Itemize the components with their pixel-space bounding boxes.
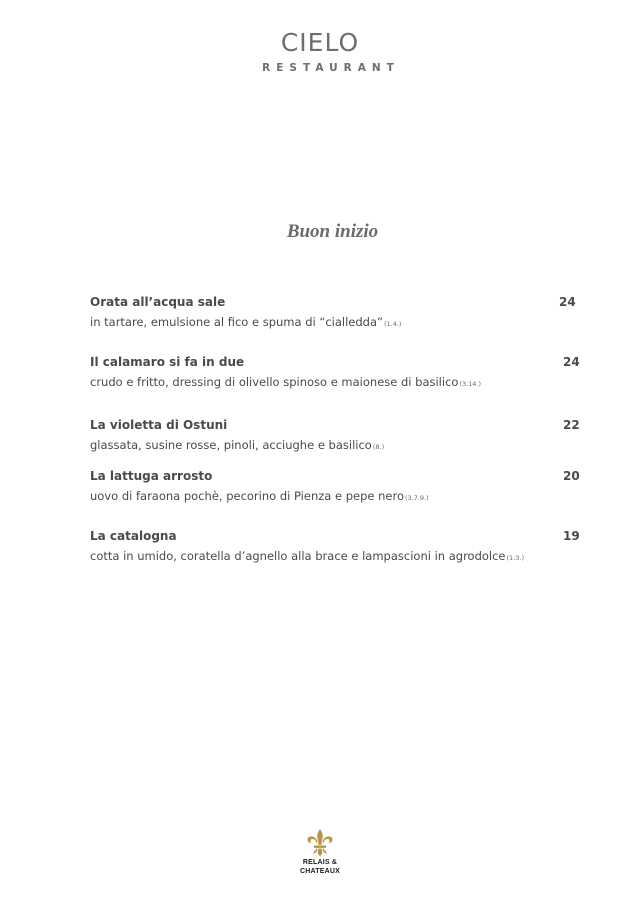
relais-chateaux-logo [0,828,640,876]
allergen-codes: (1.4.) [383,320,402,328]
section-title: Buon inizio [286,221,379,242]
menu-item [90,528,580,566]
dish-description: in tartare, emulsione al fico e spuma di “cialledda”(1.4.) [90,315,402,329]
allergen-codes: (8.) [372,443,385,451]
allergen-codes: (3.7.9.) [404,494,429,502]
restaurant-name: CIELO [280,28,360,57]
dish-description: cotta in umido, coratella d’agnello alla brace e lampascioni in agrodolce(1.3.) [90,549,524,563]
dish-price: 19 [563,529,580,543]
allergen-codes: (3.14.) [459,380,482,388]
dish-description: glassata, susine rosse, pinoli, acciughe e basilico(8.) [90,438,385,452]
menu-item [90,417,580,455]
logo-text-line1: RELAIS & [302,859,338,866]
dish-price: 24 [559,295,576,309]
dish-description: uovo di faraona pochè, pecorino di Pienza e pepe nero(3.7.9.) [90,489,429,503]
dish-price: 20 [563,469,580,483]
allergen-codes: (1.3.) [506,554,524,562]
menu-item [90,354,580,392]
menu-item [90,294,580,332]
dish-price: 24 [563,355,580,369]
menu-item [90,468,580,506]
dish-name: La catalogna [90,529,177,543]
dish-name: La violetta di Ostuni [90,418,228,432]
dish-description: crudo e fritto, dressing di olivello spinoso e maionese di basilico(3.14.) [90,375,482,389]
dish-name: La lattuga arrosto [90,469,213,483]
restaurant-subtitle: RESTAURANT [262,62,400,74]
restaurant-logo [0,28,640,74]
dish-name: Il calamaro si fa in due [90,355,245,369]
logo-text-line2: CHATEAUX [300,868,340,875]
fleur-de-lis-icon [305,828,335,858]
dish-name: Orata all’acqua sale [90,295,226,309]
dish-price: 22 [563,418,580,432]
